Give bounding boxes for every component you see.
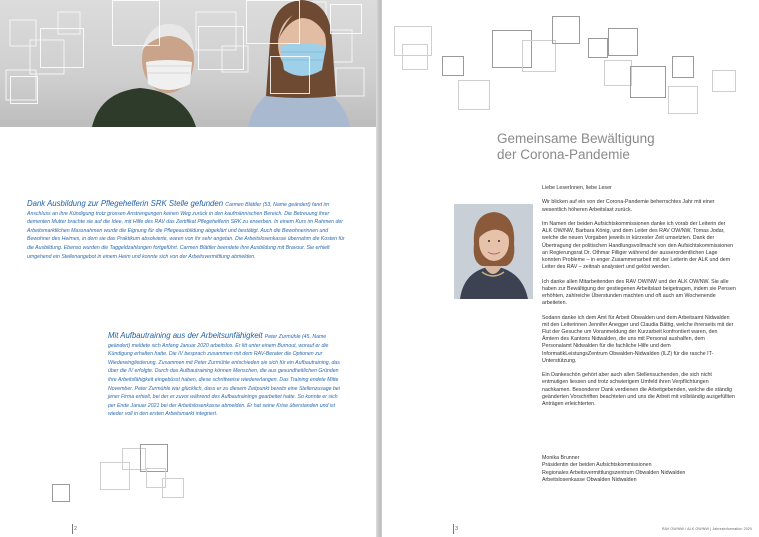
- page-title-line1: Gemeinsame Bewältigung: [497, 131, 655, 146]
- story-aufbautraining: [108, 332, 346, 419]
- signature-title: Präsidentin der beiden Aufsichtskommissionen: [542, 462, 652, 469]
- story-title: Dank Ausbildung zur Pflegehelferin SRK Stelle gefunden: [27, 199, 226, 208]
- decor-square: [588, 38, 608, 58]
- decor-square: [458, 80, 490, 110]
- editorial-letter: [542, 185, 736, 415]
- letter-paragraph: Sodann danke ich dem Amt für Arbeit Obwalden und dem Arbeitsamt Nidwalden mit den Leiterinnen Jennifer Anegger und Claudia Bättig, welche ihrerseits mit der Flut der Gesuche um Voranmeldung der Kurzarbeit konfrontiert waren, den Ämtern des Kantons Nidwalden, die uns mit Personal aushalfen, dem Personalamt Nidwalden für die fachliche Hilfe und dem InformatikLeistungsZentrum Obwalden-Nidwalden (ILZ) für die rasche IT-Unterstützung.: [542, 314, 734, 364]
- story-pflegehelferin: [27, 200, 345, 261]
- decor-square: [52, 484, 70, 502]
- decor-square: [522, 40, 556, 72]
- header-photo: [0, 0, 378, 127]
- page-number: 3: [455, 526, 459, 532]
- page-title: [497, 131, 747, 163]
- signature-org: Arbeitslosenkasse Obwalden Nidwalden: [542, 477, 637, 484]
- left-page: [0, 0, 378, 537]
- story-body: Peter Zurmühle (45, Name geändert) meldete sich Anfang Januar 2020 arbeitslos. Er litt unter einem Burnout, worauf er die Kündigung erhalten hatte. Die IV besprach zusammen mit dem RAV-Berater die Optionen zur Wiedereingliederung. Zusammen mit Peter Zurmühle entschieden sie sich für ein Aufbautraining, das über die IV erfolgte. Durch das Aufbautraining können Menschen, die aus gesundheitlichen Gründen ihre Arbeitsfähigkeit eingebüsst haben, diese schrittweise wiedererlangen. Das Training endete Mitte November. Peter Zurmühle war glücklich, dass er zu diesem Zeitpunkt bereits eine Stellenzusage bei jener Firma erhielt, bei der er zuvor während des Aufbautrainings gearbeitet hatte. So konnte er sich per Ende Januar 2021 bei der Arbeitslosenkasse abmelden. Er hat seine Krise überstanden und ist wieder voll in den ersten Arbeitsmarkt integriert.: [108, 334, 340, 418]
- story-title: Mit Aufbautraining aus der Arbeitsunfähigkeit: [108, 331, 265, 340]
- decor-square: [146, 468, 166, 488]
- running-footer: RAV OW/NW / ALK OW/NW | Jahresinformation 2020: [661, 527, 752, 531]
- decor-square: [668, 86, 698, 114]
- letter-paragraph: Im Namen der beiden Aufsichtskommissionen danke ich vorab der Leiterin der ALK OW/NW, Barbara König, und dem Leiter des RAV OW/NW, Tomas Jodar, welche die neuen Vorgaben jeweils in kürzester Zeit umsetzten. Dank der Übertragung der politischen Handlungsvollmacht von den Aufsichtskommissionen an Regierungsrat Dr. Othmar Filliger während der ausserordentlichen Lage konnten Probleme – in enger Zusammenarbeit mit der Leiterin der ALK und dem Leiter des RAV – zeitnah analysiert und gelöst werden.: [542, 220, 734, 271]
- decor-square: [672, 56, 694, 78]
- letter-paragraph: Wir blicken auf ein von der Corona-Pandemie beherrschtes Jahr mit einer wesentlich höheren Arbeitslast zurück.: [542, 199, 715, 213]
- story-body: Carmen Blättler (53, Name geändert) fand im Anschluss an ihre Kündigung trotz grossen Anstrengungen keinen Weg zurück in den kaufmännischen Bereich. Die Betreuung ihrer dementen Mutter brachte sie auf die Idee, mit Hilfe des RAV das Zertifikat Pflegehelferin SRK zu erwerben. In einem Kurs im Rahmen der Arbeitsmarktlichen Massnahmen wurde die Eignung für die Pflegeausbildung abgeklärt und bestätigt. Auch die Bewohnerinnen und Bewohner des Heimes, in dem sie das Praktikum absolvierte, waren von ihr sehr angetan. Die Arbeitslosenkasse übernahm die Kosten für die Ausbildung. Ebenso wurden die Taggeldzahlungen fortgeführt. Carmen Blättler beendete ihre Ausbildung mit Bravour. Sie erhielt umgehend ein Stellenangebot in einem Heim und konnte sich von der Arbeitsvermittlung abmelden.: [27, 202, 345, 260]
- signature-name: Monika Brunner: [542, 455, 580, 461]
- page-number: 2: [74, 526, 78, 532]
- right-page: [382, 0, 759, 537]
- decor-square: [608, 28, 638, 56]
- decor-square: [402, 44, 428, 70]
- signature-org: Regionales Arbeitsvermittlungszentrum Obwalden Nidwalden: [542, 469, 686, 476]
- decor-square: [712, 70, 736, 92]
- page-title-line2: der Corona-Pandemie: [497, 147, 630, 162]
- signature-block: [542, 455, 742, 485]
- salutation: Liebe LeserInnen, liebe Leser: [542, 185, 612, 191]
- portrait-photo: [454, 204, 533, 299]
- decor-square: [442, 56, 464, 76]
- decor-square: [552, 16, 580, 44]
- letter-paragraph: Ein Dankeschön gehört aber auch allen Stellensuchenden, die sich nicht entmutigen liessen und trotz schwierigem Umfeld ihren Verpflichtungen nachkamen. Besonderer Dank verdienen die Arbeitgebenden, welche die ständig geänderten Vorschriften beachteten und uns die Arbeit mit vollständig ausgefüllten Anträgen erleichterten.: [542, 372, 735, 408]
- decor-square: [604, 60, 632, 86]
- letter-paragraph: Ich danke allen Mitarbeitenden des RAV OW/NW und der ALK OW/NW. Sie alle haben zur Bewältigung der gestiegenen Arbeitslast beigetragen, indem sie Pensen erhöhten, zahlreiche Überstunden machten und oft auch am Wochenende arbeiteten.: [542, 278, 736, 307]
- decor-square: [630, 66, 666, 98]
